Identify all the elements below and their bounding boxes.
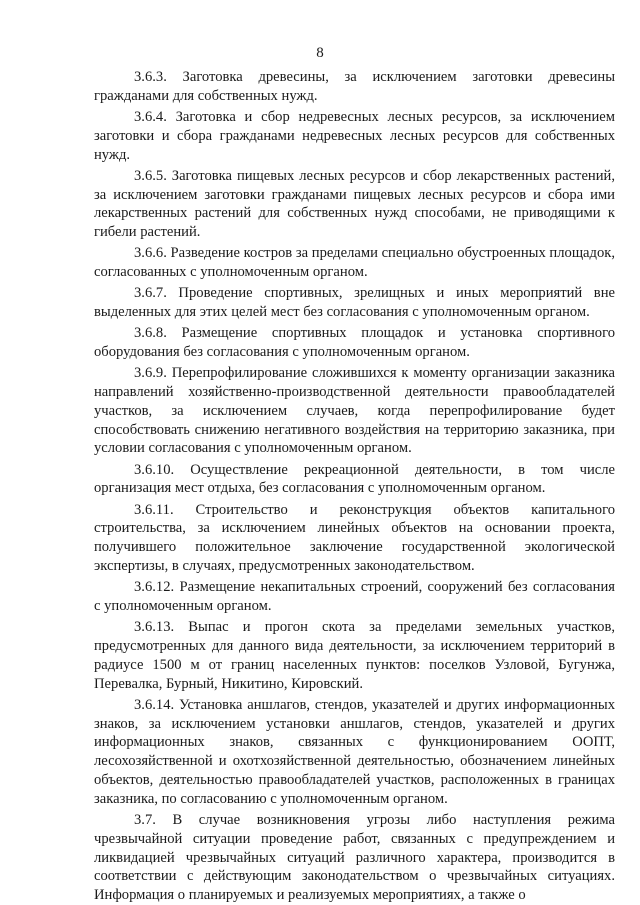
paragraph-3-6-8: 3.6.8. Размещение спортивных площадок и установка спортивного оборудования без согласования с уполномоченным органом. [94,325,615,361]
paragraph-3-6-7: 3.6.7. Проведение спортивных, зрелищных и иных мероприятий вне выделенных для этих целей мест без согласования с уполномоченным органом. [94,285,615,321]
paragraph-3-6-3: 3.6.3. Заготовка древесины, за исключением заготовки древесины гражданами для собственных нужд. [94,69,615,104]
paragraph-3-6-4: 3.6.4. Заготовка и сбор недревесных лесных ресурсов, за исключением заготовки и сбора гражданами недревесных лесных ресурсов для собственных нужд. [94,108,615,163]
paragraph-3-6-9: 3.6.9. Перепрофилирование сложившихся к моменту организации заказника направлений хозяйственно-производственной деятельности правообладателей участков, за исключением случаев, когда перепрофилирование будет способствовать снижению негативного воздействия на территорию заказника, при условии согласования с уполномоченным органом. [94,365,615,457]
paragraph-3-6-10: 3.6.10. Осуществление рекреационной деятельности, в том числе организация мест отдыха, без согласования с уполномоченным органом. [94,461,615,497]
paragraph-3-6-11: 3.6.11. Строительство и реконструкция объектов капитального строительства, за исключением линейных объектов на основании проекта, получившего положительное заключение государственной экологической экспертизы, в случаях, предусмотренных законодательством. [94,501,615,575]
page-number: 8 [316,45,324,61]
paragraph-3-6-6: 3.6.6. Разведение костров за пределами специально обустроенных площадок, согласованных с уполномоченным органом. [94,245,615,281]
paragraph-3-6-12: 3.6.12. Размещение некапитальных строений, сооружений без согласования с уполномоченным органом. [94,579,615,615]
paragraph-3-6-13: 3.6.13. Выпас и прогон скота за пределами земельных участков, предусмотренных для данного вида деятельности, за исключением территорий в радиусе 1500 м от границ населенных пунктов: поселков Узловой, Бугунжа, Перевалка, Бурный, Никитино, Кировский. [94,619,615,692]
paragraph-3-6-5: 3.6.5. Заготовка пищевых лесных ресурсов и сбор лекарственных растений, за исключением заготовки гражданами пищевых лесных ресурсов и сбора ими лекарственных растений для собственных нужд способами, не приводящими к гибели растений. [94,167,615,241]
paragraph-3-6-14: 3.6.14. Установка аншлагов, стендов, указателей и других информационных знаков, за исключением установки аншлагов, стендов, указателей и других информационных знаков, связанных с функционированием ООПТ, лесохозяйственной и охотхозяйственной деятельностью, обозначением линейных объектов, деятельностью правообладателей участков, расположенных в границах заказника, по согласованию с уполномоченным органом. [94,696,615,807]
paragraph-3-7: 3.7. В случае возникновения угрозы либо наступления режима чрезвычайной ситуации проведение работ, связанных с предупреждением и ликвидацией чрезвычайных ситуаций различного характера, производится в соответствии с действующим законодательством о чрезвычайных ситуациях. Информация о планируемых и реализуемых мероприятиях, а также о [94,811,615,904]
document-body [94,68,615,905]
